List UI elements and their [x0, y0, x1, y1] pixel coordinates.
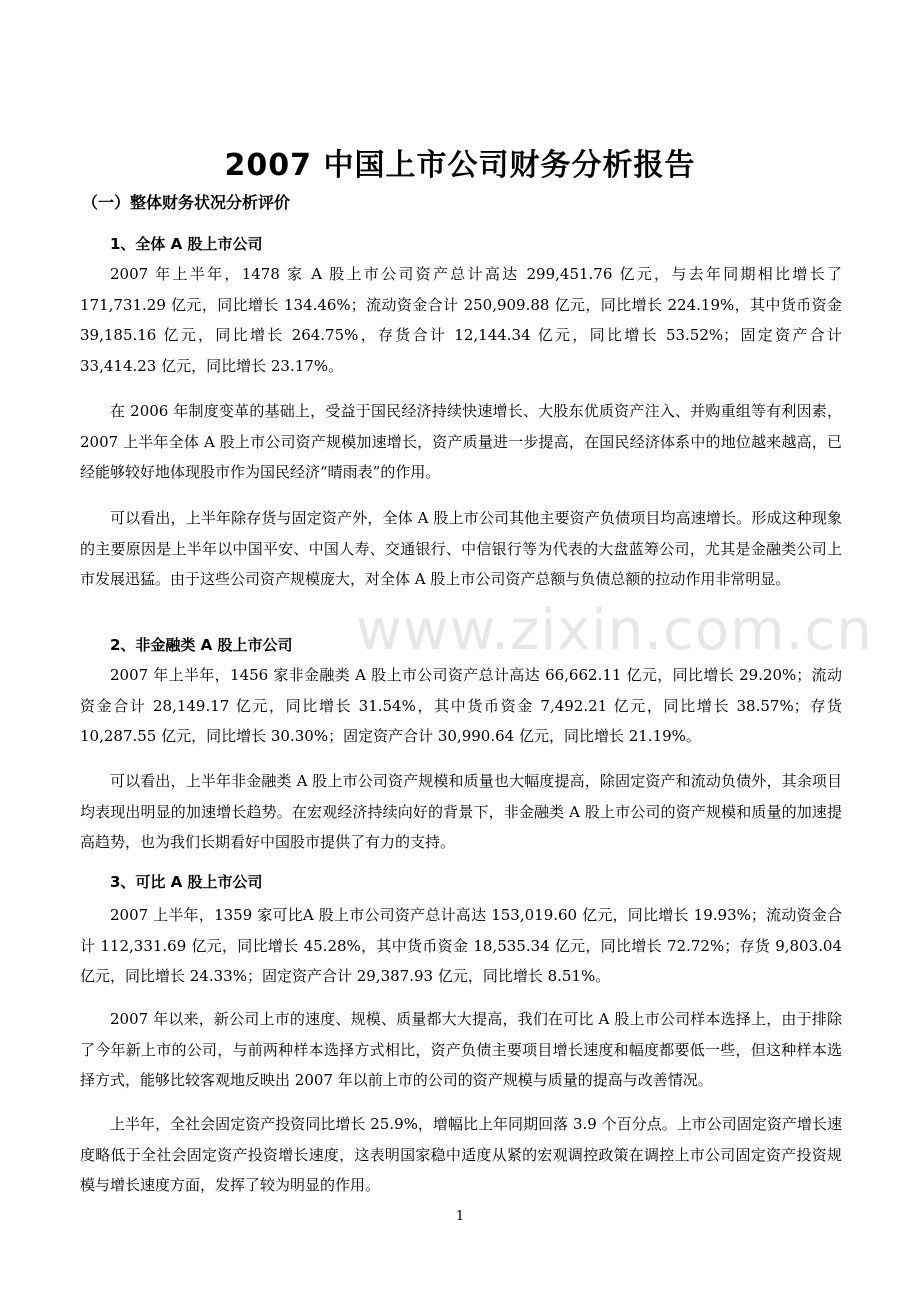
paragraph: 可以看出，上半年除存货与固定资产外，全体 A 股上市公司其他主要资产负债项目均高速增长。形成这种现象的主要原因是上半年以中国平安、中国人寿、交通银行、中信银行等为代表的大盘蓝筹公司，尤其是金融类公司上市发展迅猛。由于这些公司资产规模庞大，对全体 A 股上市公司资产总额与负债总额的拉动作用非常明显。	[80, 509, 842, 588]
paragraph: 2007 年上半年，1478 家 A 股上市公司资产总计高达 299,451.76 亿元，与去年同期相比增长了 171,731.29 亿元，同比增长 134.46%；流动资金合计 250,909.88 亿元，同比增长 224.19%，其中货币资金 39,185.16 亿元，同比增长 264.75%，存货合计 12,144.34 亿元，同比增长 53.52%；固定资产合计 33,414.23 亿元，同比增长 23.17%。	[80, 265, 842, 375]
paragraph: 2007 年以来，新公司上市的速度、规模、质量都大大提高，我们在可比 A 股上市公司样本选择上，由于排除了今年新上市的公司，与前两种样本选择方式相比，资产负债主要项目增长速度和幅度都要低一些，但这种样本选择方式，能够比较客观地反映出 2007 年以前上市的公司的资产规模与质量的提高与改善情况。	[80, 1010, 842, 1089]
document-title: 2007 中国上市公司财务分析报告	[224, 148, 696, 183]
subsection-heading-3: 3、可比 A 股上市公司	[110, 873, 263, 891]
section-heading: （一）整体财务状况分析评价	[82, 193, 291, 212]
paragraph: 2007 年上半年，1456 家非金融类 A 股上市公司资产总计高达 66,662.11 亿元，同比增长 29.20%；流动资金合计 28,149.17 亿元，同比增长 31.54%，其中货币资金 7,492.21 亿元，同比增长 38.57%；存货 10,287.55 亿元，同比增长 30.30%；固定资产合计 30,990.64 亿元，同比增长 21.19%。	[80, 666, 842, 745]
subsection-heading-1: 1、全体 A 股上市公司	[110, 235, 263, 253]
subsection-heading-2: 2、非金融类 A 股上市公司	[110, 636, 293, 654]
paragraph: 在 2006 年制度变革的基础上，受益于国民经济持续快速增长、大股东优质资产注入、并购重组等有利因素，2007 上半年全体 A 股上市公司资产规模加速增长，资产质量进一步提高，在国民经济体系中的地位越来越高，已经能够较好地体现股市作为国民经济“晴雨表”的作用。	[80, 402, 842, 481]
watermark: www.zixin.com.cn	[356, 598, 873, 663]
page-number: 1	[455, 1209, 465, 1224]
paragraph: 2007 上半年，1359 家可比A 股上市公司资产总计高达 153,019.60 亿元，同比增长 19.93%；流动资金合计 112,331.69 亿元，同比增长 45.28%，其中货币资金 18,535.34 亿元，同比增长 72.72%；存货 9,803.04 亿元，同比增长 24.33%；固定资产合计 29,387.93 亿元，同比增长 8.51%。	[80, 906, 842, 985]
paragraph: 可以看出，上半年非金融类 A 股上市公司资产规模和质量也大幅度提高，除固定资产和流动负债外，其余项目均表现出明显的加速增长趋势。在宏观经济持续向好的背景下，非金融类 A 股上市公司的资产规模和质量的加速提高趋势，也为我们长期看好中国股市提供了有力的支持。	[80, 772, 842, 851]
paragraph: 上半年，全社会固定资产投资同比增长 25.9%，增幅比上年同期回落 3.9 个百分点。上市公司固定资产增长速度略低于全社会固定资产投资增长速度，这表明国家稳中适度从紧的宏观调控政策在调控上市公司固定资产投资规模与增长速度方面，发挥了较为明显的作用。	[80, 1115, 842, 1194]
